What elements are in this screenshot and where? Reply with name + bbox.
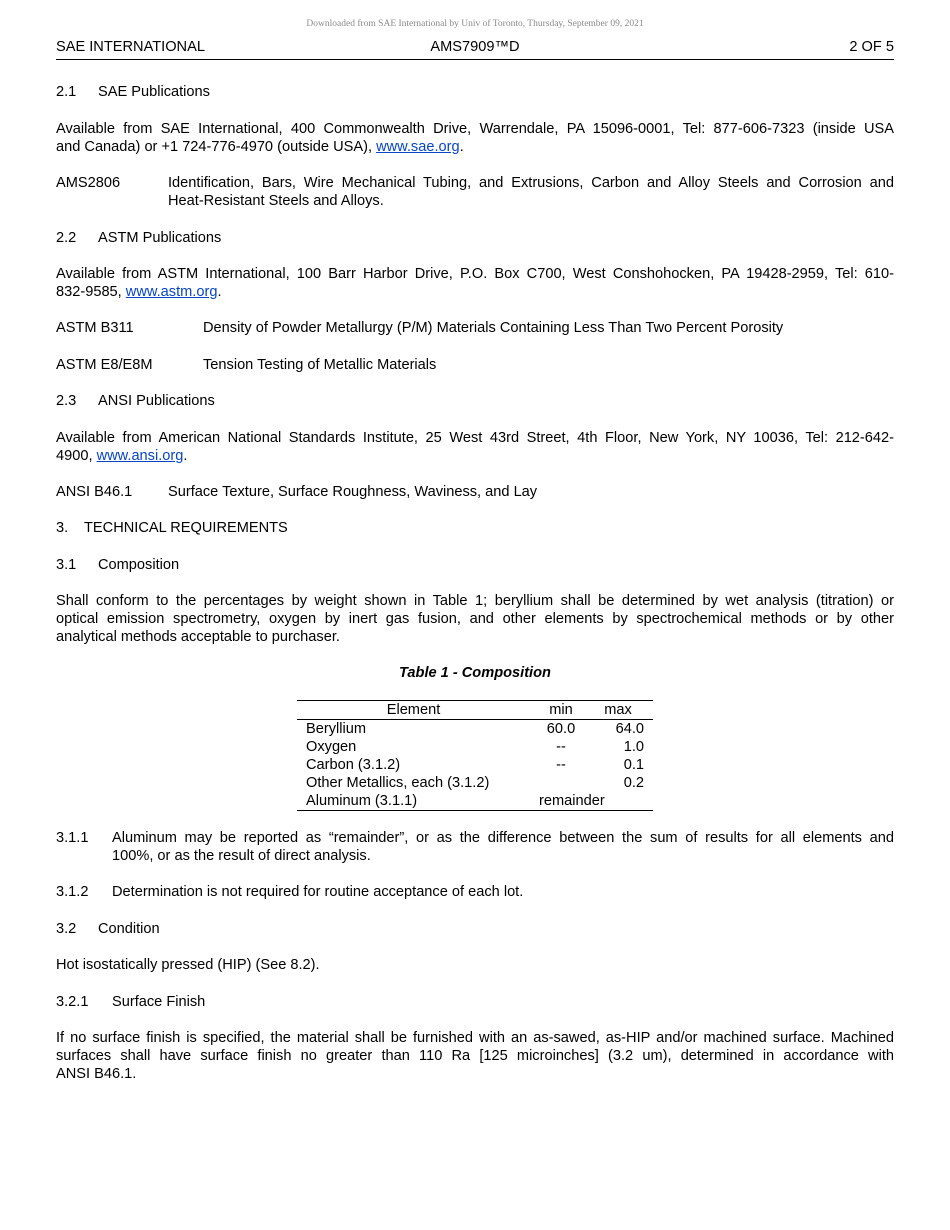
cell-min [530, 774, 592, 792]
cell-element: Other Metallics, each (3.1.2) [306, 775, 490, 791]
header-rule [56, 59, 894, 60]
table-header-row [297, 701, 653, 720]
section-3-2-paragraph: Hot isostatically pressed (HIP) (See 8.2). [56, 957, 320, 973]
ref-code-astm-b311: ASTM B311 [56, 320, 134, 336]
cell-element: Carbon (3.1.2) [306, 757, 401, 773]
section-3-1-2-number: 3.1.2 [56, 884, 89, 900]
table-row [297, 792, 653, 811]
cell-max: 0.2 [623, 775, 644, 791]
ref-text-ansi-b46: Surface Texture, Surface Roughness, Waviness, and Lay [168, 484, 538, 500]
composition-table [297, 700, 653, 811]
section-3-1-paragraph: Shall conform to the percentages by weight shown in Table 1; beryllium shall be determined by wet analysis (titration) or optical emission spectrometry, oxygen by inert gas fusion, and other elements by spectrochemical methods or by other analytical methods acceptable to purchaser. [56, 593, 894, 645]
section-2-2-heading: 2.2 ASTM Publications [56, 230, 222, 246]
ref-code-astm-e8: ASTM E8/E8M [56, 357, 153, 373]
section-3-2-1-heading: 3.2.1 Surface Finish [56, 994, 206, 1010]
section-3-1-1-number: 3.1.1 [56, 830, 89, 846]
table-row [297, 720, 653, 739]
sae-link[interactable]: www.sae.org [376, 139, 460, 155]
astm-link[interactable]: www.astm.org [125, 284, 218, 300]
cell-min: 60.0 [546, 721, 576, 737]
cell-element: Oxygen [306, 739, 357, 755]
col-header-element: Element [386, 702, 441, 718]
cell-element: Aluminum (3.1.1) [306, 793, 418, 809]
table-row [297, 756, 653, 774]
table-1-caption: Table 1 - Composition [399, 665, 551, 681]
section-2-3-paragraph: Available from American National Standards Institute, 25 West 43rd Street, 4th Floor, New York, NY 10036, Tel: 212-642- 4900, www.ansi.org. [56, 430, 894, 464]
table-row [297, 774, 653, 792]
cell-remainder: remainder [539, 793, 605, 809]
ansi-link[interactable]: www.ansi.org [96, 448, 184, 464]
section-3-1-1-text: Aluminum may be reported as “remainder”, or as the difference between the sum of results for all elements and 100%, or as the result of direct analysis. [112, 830, 894, 864]
table-row [297, 738, 653, 756]
col-header-min: min [549, 702, 573, 718]
header-doc-number: AMS7909™D [430, 39, 520, 55]
ref-code-ansi-b46: ANSI B46.1 [56, 484, 133, 500]
cell-max: 64.0 [615, 721, 644, 737]
header-page-number: 2 OF 5 [849, 39, 894, 55]
ref-text-astm-e8: Tension Testing of Metallic Materials [203, 357, 437, 373]
section-2-2-paragraph: Available from ASTM International, 100 Barr Harbor Drive, P.O. Box C700, West Conshohocken, PA 19428-2959, Tel: 610- 832-9585, www.astm.org. [56, 266, 894, 300]
section-3-2-1-paragraph: If no surface finish is specified, the material shall be furnished with an as-sawed, as-HIP and/or machined surface. Machined surfaces shall have surface finish no greater than 110 Ra [125 microinches] (3.2 um), determined in accordance with ANSI B46.1. [56, 1030, 894, 1082]
section-3-2-heading: 3.2 Condition [56, 921, 160, 937]
ref-text-astm-b311: Density of Powder Metallurgy (P/M) Materials Containing Less Than Two Percent Porosity [203, 320, 784, 336]
download-watermark: Downloaded from SAE International by Univ of Toronto, Thursday, September 09, 2021 [306, 19, 644, 29]
section-3-heading: 3. TECHNICAL REQUIREMENTS [56, 520, 288, 536]
section-3-1-2-text: Determination is not required for routine acceptance of each lot. [112, 884, 524, 900]
section-2-1-paragraph: Available from SAE International, 400 Commonwealth Drive, Warrendale, PA 15096-0001, Tel: 877-606-7323 (inside USA and Canada) or +1 724-776-4970 (outside USA), www.sae.org. [56, 121, 894, 155]
col-header-max: max [604, 702, 632, 718]
ref-text-ams2806: Identification, Bars, Wire Mechanical Tubing, and Extrusions, Carbon and Alloy Steels and Corrosion and Heat-Resistant Steels and Alloys. [168, 175, 894, 209]
cell-max: 1.0 [623, 739, 644, 755]
ref-code-ams2806: AMS2806 [56, 175, 121, 191]
section-3-1-heading: 3.1 Composition [56, 557, 180, 573]
cell-element: Beryllium [306, 721, 367, 737]
header-publisher: SAE INTERNATIONAL [56, 39, 205, 55]
cell-min: -- [556, 739, 566, 755]
section-2-3-heading: 2.3 ANSI Publications [56, 393, 215, 409]
section-2-1-heading: 2.1 SAE Publications [56, 84, 210, 100]
cell-max: 0.1 [623, 757, 644, 773]
cell-min: -- [556, 757, 566, 773]
